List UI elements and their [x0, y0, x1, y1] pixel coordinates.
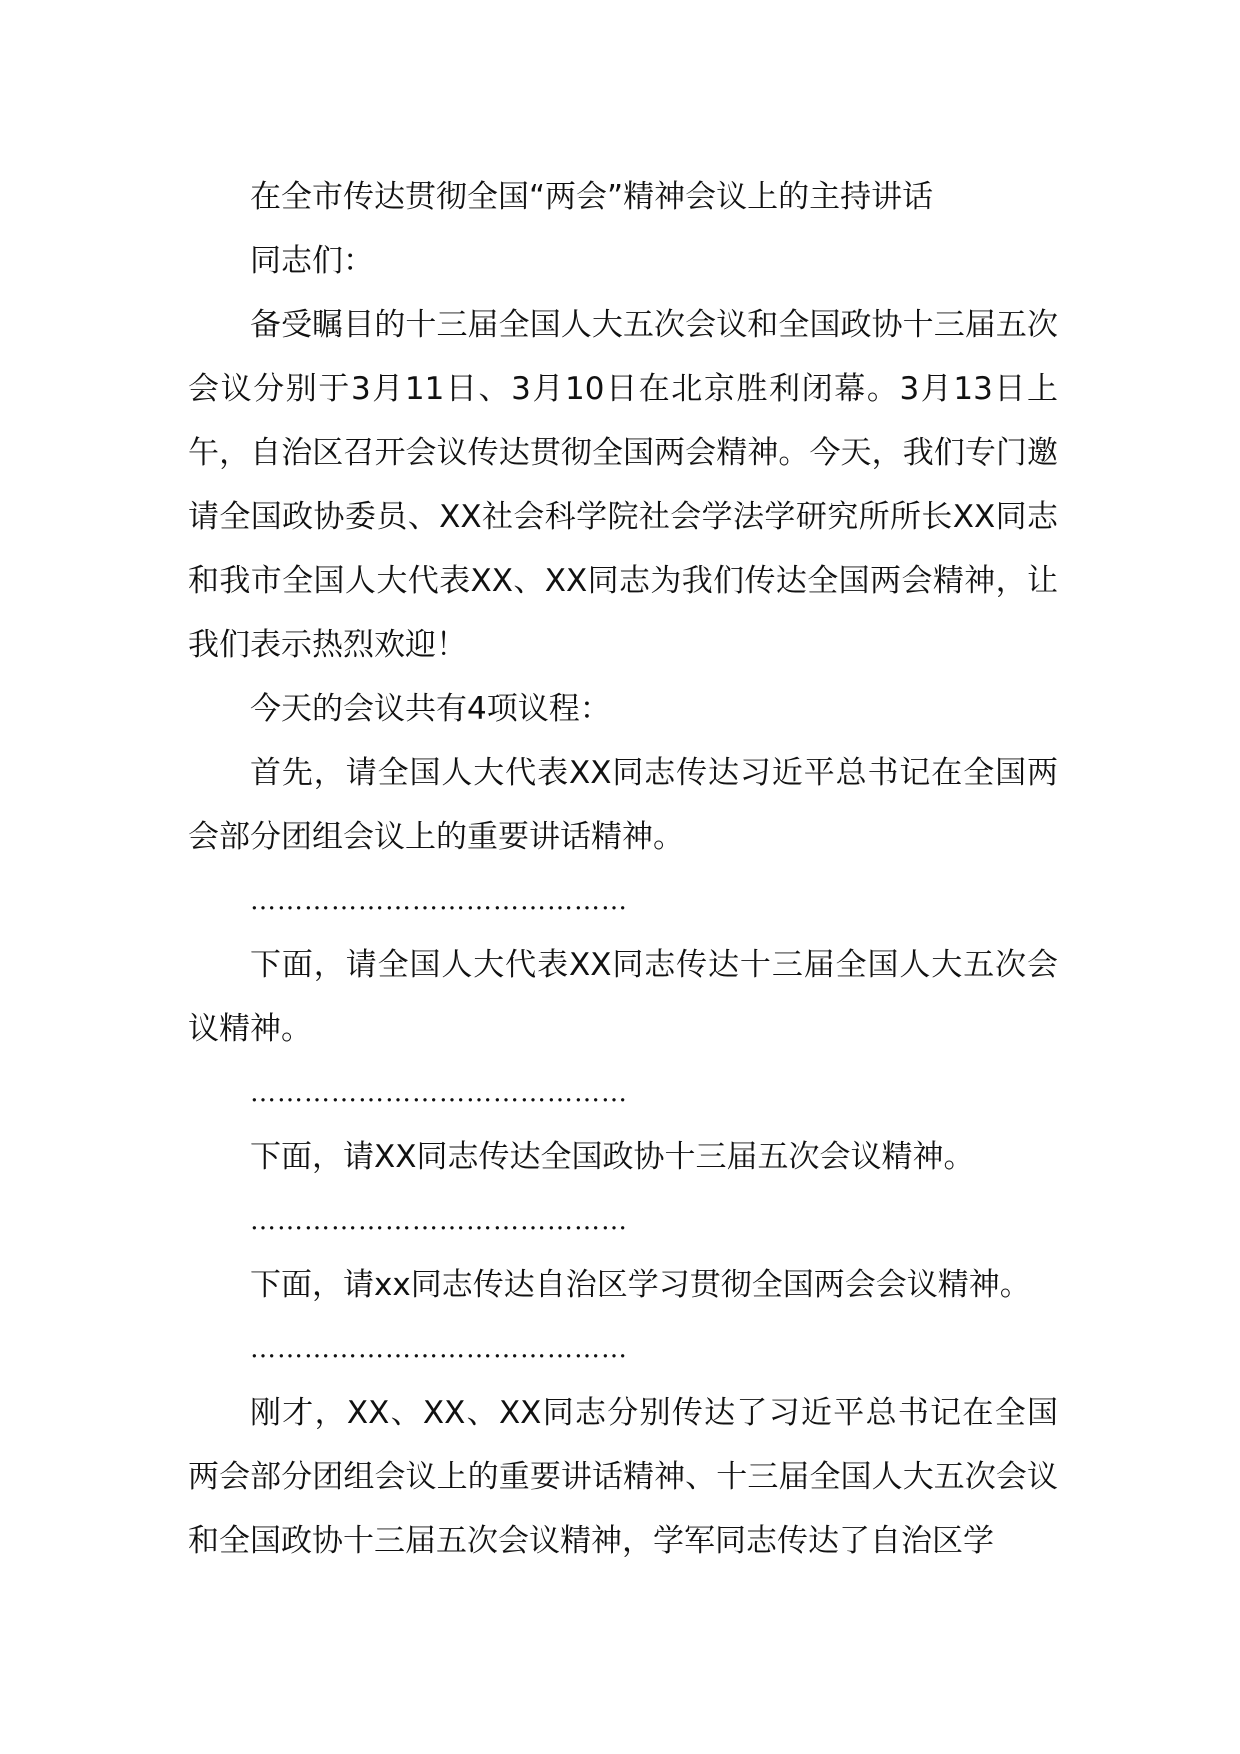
paragraph-summary: 刚才，XX、XX、XX同志分别传达了习近平总书记在全国两会部分团组会议上的重要讲话精神、十三届全国人大五次会议和全国政协十三届五次会议精神，学军同志传达了自治区学 [188, 1395, 1058, 1559]
paragraph-intro: 备受瞩目的十三届全国人大五次会议和全国政协十三届五次会议分别于3月11日、3月10日在北京胜利闭幕。3月13日上午，自治区召开会议传达贯彻全国两会精神。今天，我们专门邀请全国政协委员、XX社会科学院社会学法学研究所所长XX同志和我市全国人大代表XX、XX同志为我们传达全国两会精神，让我们表示热烈欢迎！ [188, 307, 1058, 663]
greeting: 同志们： [250, 243, 374, 279]
paragraph-fourth-item: 下面，请xx同志传达自治区学习贯彻全国两会会议精神。 [250, 1267, 1031, 1303]
ellipsis-separator: …………………………………… [250, 1206, 628, 1236]
document-body [188, 165, 1058, 1573]
ellipsis-separator: …………………………………… [250, 886, 628, 916]
paragraph-agenda: 今天的会议共有4项议程： [250, 691, 611, 727]
paragraph-first-item: 首先，请全国人大代表XX同志传达习近平总书记在全国两会部分团组会议上的重要讲话精神。 [188, 755, 1058, 855]
document-title: 在全市传达贯彻全国“两会”精神会议上的主持讲话 [250, 179, 934, 215]
paragraph-third-item: 下面，请XX同志传达全国政协十三届五次会议精神。 [250, 1139, 975, 1175]
paragraph-second-item: 下面，请全国人大代表XX同志传达十三届全国人大五次会议精神。 [188, 947, 1058, 1047]
ellipsis-separator: …………………………………… [250, 1078, 628, 1108]
ellipsis-separator: …………………………………… [250, 1334, 628, 1364]
